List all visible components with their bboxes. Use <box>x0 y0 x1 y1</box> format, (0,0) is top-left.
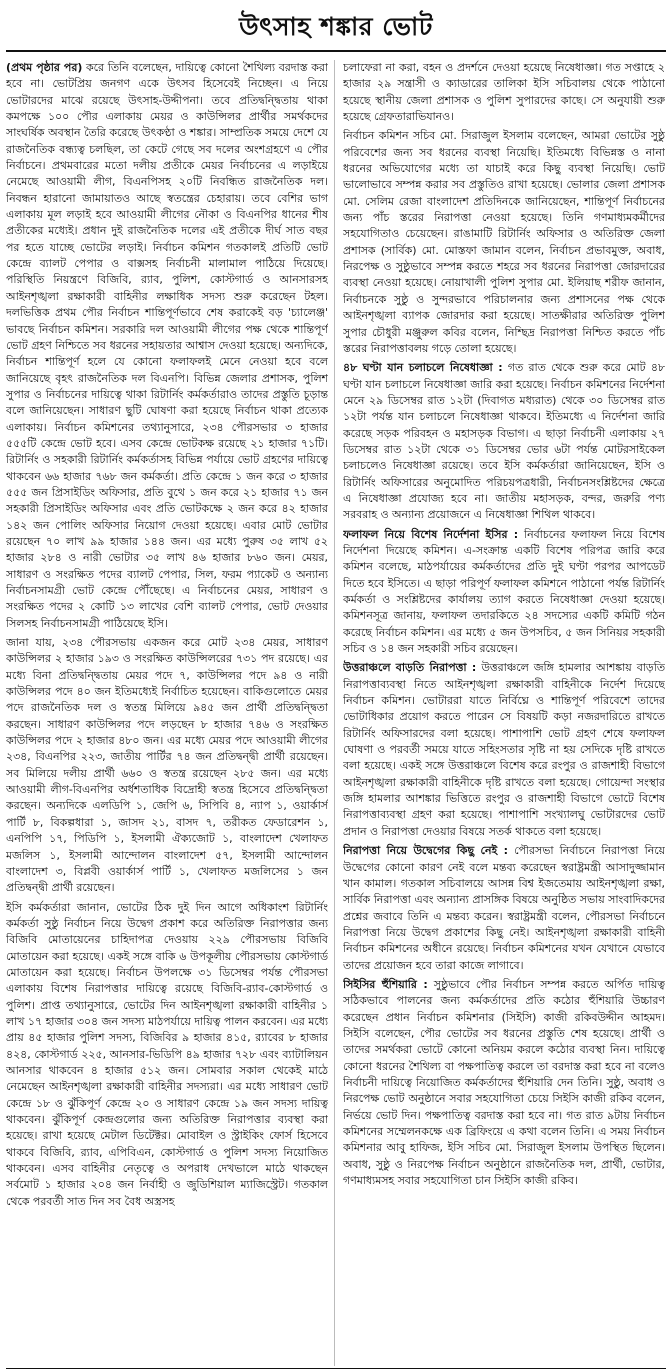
column-divider <box>334 60 335 1366</box>
subheading-no-concern: নিরাপত্তা নিয়ে উদ্বেগের কিছু নেই : <box>343 844 508 858</box>
paragraph <box>343 977 665 1189</box>
paragraph <box>343 843 665 974</box>
paragraph-text: গত রাত থেকে শুরু করে মোট ৪৮ ঘণ্টা যান চলাচলে নিষেধাজ্ঞা জারি করা হয়েছে। নির্বাচন কমিশনের নির্দেশনা মেনে ২৯ ডিসেম্বর রাত ১২টা (দিবাগত মধ্যরাত) থেকে ৩০ ডিসেম্বর রাত ১২টা পর্যন্ত যান চলাচলে নিষেধাজ্ঞা থাকবে। ইতিমধ্যে এ নির্দেশনা জারি করেছে সড়ক পরিবহন ও মহাসড়ক বিভাগ। এ ছাড়া নির্বাচনী এলাকায় ২৭ ডিসেম্বর রাত ১২টা থেকে ৩১ ডিসেম্বর ভোর ৬টা পর্যন্ত মোটরসাইকেল চলাচলেও নিষেধাজ্ঞা রয়েছে। তবে ইসি কর্মকর্তারা জানিয়েছেন, ইসি ও রিটার্নিং অফিসারের অনুমোদিত পরিচয়পত্রধারী, নির্বাচনসংশ্লিষ্টদের ক্ষেত্রে এ নিষেধাজ্ঞা প্রযোজ্য হবে না। জাতীয় মহাসড়ক, বন্দর, জরুরি পণ্য সরবরাহ ও অন্যান্য প্রয়োজনে এ নিষেধাজ্ঞা শিথিল থাকবে। <box>343 361 665 522</box>
right-column <box>343 60 665 1366</box>
paragraph <box>343 360 665 523</box>
paragraph-text: ইসি কর্মকর্তারা জানান, ভোটের ঠিক দুই দিন আগে অধিকাংশ রিটার্নিং কর্মকর্তা সুষ্ঠু নির্বাচন নিয়ে উদ্বেগ প্রকাশ করে অতিরিক্ত নিরাপত্তার জন্য বিজিবি মোতায়েনের চাহিদাপত্র দেওয়ায় ২২৯ পৌরসভায় বিজিবি মোতায়েন করা হয়েছে। একই সঙ্গে বাকি ৬ উপকূলীয় পৌরসভায় কোস্টগার্ড মোতায়েন করা হয়েছে। নির্বাচন উপলক্ষে ৩১ ডিসেম্বর পর্যন্ত পৌরসভা এলাকায় বিশেষ নিরাপত্তার দায়িত্বে রয়েছে বিজিবি-র‍্যাব-কোস্টগার্ড ও পুলিশ। প্রাপ্ত তথ্যানুসারে, ভোটের দিন আইনশৃঙ্খলা রক্ষাকারী বাহিনীর ১ লাখ ১৭ হাজার ৩০৪ জন সদস্য মাঠপর্যায়ে দায়িত্ব পালন করবেন। এর মধ্যে প্রায় ৪৫ হাজার পুলিশ সদস্য, বিজিবির ৯ হাজার ৪১৫, র‍্যাবের ৮ হাজার ৪২৪, কোস্টগার্ড ২২৫, আনসার-ভিডিপি ৪৯ হাজার ৭২৮ এবং ব্যাটালিয়ন আনসার থাকবেন ৪ হাজার ৫১২ জন। সোমবার সকাল থেকেই মাঠে নেমেছেন আইনশৃঙ্খলা রক্ষাকারী বাহিনীর সদস্যরা। এর মধ্যে সাধারণ ভোট কেন্দ্রে ১৮ ও ঝুঁকিপূর্ণ কেন্দ্রে ২০ ও সাধারণ কেন্দ্রে ১৯ জন সদস্য দায়িত্ব থাকবেন। ঝুঁকিপূর্ণ কেন্দ্রগুলোর জন্য অতিরিক্ত নিরাপত্তার ব্যবস্থা করা হয়েছে। রাখা হয়েছে মেটাল ডিটেক্টর। মোবাইল ও স্ট্রাইকিং ফোর্স হিসেবে থাকবে বিজিবি, র‍্যাব, এপিবিএন, কোস্টগার্ড ও পুলিশ সদস্য নিয়োজিত থাকবেন। এসব বাহিনীর নেতৃত্বে ও অপরাধ দেখভালে মাঠে থাকছেন সর্বমোট ১ হাজার ২০৪ জন নির্বাহী ও জুডিশিয়াল ম্যাজিস্ট্রেট। গতকাল থেকে পরবর্তী সাত দিন সব বৈধ অস্ত্রসহ <box>6 900 328 1208</box>
paragraph <box>343 527 665 658</box>
left-column <box>6 60 328 1366</box>
paragraph <box>6 900 328 1211</box>
paragraph <box>343 660 665 840</box>
subheading-vehicle-ban: ৪৮ ঘণ্টা যান চলাচলে নিষেধাজ্ঞা : <box>343 361 503 375</box>
subheading-north-security: উত্তরাঞ্চলে বাড়তি নিরাপত্তা : <box>343 661 477 675</box>
paragraph-text: সুষ্ঠুভাবে পৌর নির্বাচন সম্পন্ন করতে অর্পিত দায়িত্ব সঠিকভাবে পালনের জন্য কর্মকর্তাদের প্রতি কঠোর হুঁশিয়ারি উচ্চারণ করেছেন প্রধান নির্বাচন কমিশনার (সিইসি) কাজী রকিবউদ্দীন আহমদ। সিইসি বলেছেন, পৌর ভোটের সব ধরনের প্রস্তুতি শেষ হয়েছে। প্রার্থী ও তাদের সমর্থকরা ভোটে কোনো অনিয়ম করলে কঠোর ব্যবস্থা নিন। দায়িত্বে কোনো ধরনের শৈথিল্য বা পক্ষপাতিত্ব করলে তা বরদাস্ত করা হবে না বলেও নির্বাচনী দায়িত্বে নিয়োজিত কর্মকর্তাদের হুঁশিয়ারি দেন তিনি। সুষ্ঠু, অবাধ ও নিরপেক্ষ ভোট অনুষ্ঠানে সবার সহযোগিতা চেয়ে সিইসি কাজী রকিব বলেন, নির্ভয়ে ভোট দিন। পক্ষপাতিত্ব বরদাস্ত করা হবে না। গত রাত ৯টায় নির্বাচন কমিশনের সম্মেলনকক্ষে এক ব্রিফিংয়ে এ কথা বলেন তিনি। এ সময় নির্বাচন কমিশনার আবু হাফিজ, ইসি সচিব মো. সিরাজুল ইসলাম উপস্থিত ছিলেন। অবাধ, সুষ্ঠু ও নিরপেক্ষ নির্বাচন অনুষ্ঠানে রাজনৈতিক দল, প্রার্থী, ভোটার, গণমাধ্যমসহ সবার সহযোগিতা চান সিইসি কাজী রকিব। <box>343 977 665 1188</box>
paragraph-text: জানা যায়, ২৩৪ পৌরসভায় একজন করে মোট ২৩৪ মেয়র, সাধারণ কাউন্সিলর ২ হাজার ১৯৩ ও সংরক্ষিত কাউন্সিলরের ৭৩১ পদ রয়েছে। এর মধ্যে বিনা প্রতিদ্বন্দ্বিতায় মেয়র পদে ৭, কাউন্সিলর পদে ৯৪ ও নারী কাউন্সিলর পদে ৪০ জন ইতিমধ্যেই নির্বাচিত হয়েছেন। বাকিগুলোতে মেয়র পদে রাজনৈতিক দল ও স্বতন্ত্র মিলিয়ে ৯৪৫ জন প্রার্থী প্রতিদ্বন্দ্বিতা করছেন। সাধারণ কাউন্সিলর পদে লড়ছেন ৮ হাজার ৭৪৬ ও সংরক্ষিত কাউন্সিলর পদে ২ হাজার ৪৮০ জন। এর মধ্যে মেয়র পদে আওয়ামী লীগের ২৩৪, বিএনপির ২২৩, জাতীয় পার্টির ৭৪ জন প্রতিদ্বন্দ্বী প্রার্থী রয়েছেন। সব মিলিয়ে দলীয় প্রার্থী ৬৬০ ও স্বতন্ত্র রয়েছেন ২৮৫ জন। এর মধ্যে আওয়ামী লীগ-বিএনপির অর্ধশতাধিক বিদ্রোহী স্বতন্ত্র হিসেবে প্রতিদ্বন্দ্বিতা করছেন। অন্যদিকে এলডিপি ১, জেপি ৬, সিপিবি ৪, ন্যাপ ১, ওয়ার্কার্স পার্টি ৮, বিকল্পধারা ১, জাসদ ২১, বাসদ ৭, তরীকত ফেডারেশন ১, এনপিপি ১৭, পিডিপি ১, ইসলামী ঐক্যজোট ১, বাংলাদেশ খেলাফত মজলিস ১, ইসলামী আন্দোলন বাংলাদেশ ৫৭, ইসলামী আন্দোলন বাংলাদেশ ৩, বিপ্লবী ওয়ার্কার্স পার্টি ১, খেলাফত মজলিসের ১ জন প্রতিদ্বন্দ্বী প্রার্থী রয়েছেন। <box>6 636 328 895</box>
subheading-result-directive: ফলাফল নিয়ে বিশেষ নির্দেশনা ইসির : <box>343 527 519 541</box>
subheading-cec-warning: সিইসির হুঁশিয়ারি : <box>343 977 428 991</box>
paragraph-text: উত্তরাঞ্চলে জঙ্গি হামলার আশঙ্কায় বাড়তি নিরাপত্তাব্যবস্থা নিতে আইনশৃঙ্খলা রক্ষাকারী বাহিনীকে নির্দেশ দিয়েছে নির্বাচন কমিশন। ভোটাররা যাতে নির্বিঘ্নে ও শান্তিপূর্ণ পরিবেশে তাদের ভোটাধিকার প্রয়োগ করতে পারেন সে বিষয়টি কড়া নজরদারিতে রাখতে রিটার্নিং অফিসারদের বলা হয়েছে। পাশাপাশি ভোট গ্রহণ শেষে ফলাফল ঘোষণা ও পরবর্তী সময়ে যাতে সহিংসতার সৃষ্টি না হয় সেদিকে দৃষ্টি রাখতে বলা হয়েছে। একই সঙ্গে উত্তরাঞ্চলে বিশেষ করে রংপুর ও রাজশাহী বিভাগে আইনশৃঙ্খলা রক্ষাকারী বাহিনীকে দৃষ্টি রাখতে বলা হয়েছে। গোয়েন্দা সংস্থার জঙ্গি হামলার আশঙ্কার ভিত্তিতে রংপুর ও রাজশাহী বিভাগে ভোটে বিশেষ নিরাপত্তাব্যবস্থা গ্রহণ করা হয়েছে। পাশাপাশি সংখ্যালঘু ভোটারদের ভোট প্রদান ও নিরাপত্তা দেওয়ার বিষয়ে সতর্ক থাকতে বলা হয়েছে। <box>343 661 665 838</box>
paragraph-lead: (প্রথম পৃষ্ঠার পর) <box>6 61 83 74</box>
article-headline: উৎসাহ শঙ্কার ভোট <box>239 12 433 41</box>
paragraph-text: চলাফেরা না করা, বহন ও প্রদর্শনে দেওয়া হয়েছে নিষেধাজ্ঞা। গত সপ্তাহে ২ হাজার ২৯ সন্ত্রাসী ও ক্যাডারের তালিকা ইসি সচিবালয় থেকে পাঠানো হয়েছে স্থানীয় জেলা প্রশাসক ও পুলিশ সুপারদের কাছে। সে অনুযায়ী শুরু হয়েছে গ্রেফতারাভিযানও। <box>343 61 665 124</box>
paragraph-text: করে তিনি বলেছেন, দায়িত্বে কোনো শৈথিল্য বরদাস্ত করা হবে না। ভোটপ্রিয় জনগণ একে উৎসব হিসেবেই নিচ্ছেন। এ নিয়ে ভোটারদের মাঝে রয়েছে উৎসাহ-উদ্দীপনা। তবে প্রতিদ্বন্দ্বিতায় থাকা কমপক্ষে ১০০ পৌর এলাকায় মেয়র ও কাউন্সিলর প্রার্থীর সমর্থকদের সাংঘর্ষিক অবস্থান তৈরি করেছে উৎকণ্ঠা ও শঙ্কার। সাম্প্রতিক সময়ে দেশে যে রাজনৈতিক বন্ধ্যত্ব চলছিল, তা কেটে গেছে সব দলের অংশগ্রহণে এ পৌর নির্বাচনে। প্রথমবারের মতো দলীয় প্রতীকে মেয়র নির্বাচনের এ লড়াইয়ে নেমেছে আওয়ামী লীগ, বিএনপিসহ ২০টি নিবন্ধিত রাজনৈতিক দল। নিবন্ধন হারানো জামায়াতও আছে স্বতন্ত্রের চেহারায়। তবে বেশির ভাগ এলাকায় মূল লড়াই হবে আওয়ামী লীগের নৌকা ও বিএনপির ধানের শীষ প্রতীকের মধ্যেই। প্রধান দুই রাজনৈতিক দলের এই প্রতীকে দীর্ঘ সাত বছর পর হতে যাচ্ছে ভোটের লড়াই। নির্বাচন কমিশন গতকালই প্রতিটি ভোট কেন্দ্রে ব্যালট পেপার ও বাক্সসহ নির্বাচনী মালামাল পাঠিয়ে দিয়েছে। পরিস্থিতি নিয়ন্ত্রণে বিজিবি, র‍্যাব, পুলিশ, কোস্টগার্ড ও আনসারসহ আইনশৃঙ্খলা রক্ষাকারী বাহিনীর লক্ষাধিক সদস্য শুরু করেছেন টহল। দলভিত্তিক প্রথম পৌর নির্বাচন শান্তিপূর্ণভাবে শেষ করাকেই বড় 'চ্যালেঞ্জ' ভাবছে নির্বাচন কমিশন। সরকারি দল আওয়ামী লীগের পক্ষ থেকে শান্তিপূর্ণ ভোট গ্রহণ নিশ্চিতে সব ধরনের সহায়তার আশ্বাস দেওয়া হয়েছে। অন্যদিকে, নির্বাচন শান্তিপূর্ণ হলে যে কোনো ফলাফলই মেনে নেওয়া হবে বলে জানিয়েছে বৃহৎ রাজনৈতিক দল বিএনপি। বিভিন্ন জেলার প্রশাসক, পুলিশ সুপার ও নির্বাচনের দায়িত্বে থাকা রিটার্নিং কর্মকর্তারাও তাদের প্রস্তুতি চূড়ান্ত বলে জানিয়েছেন। সাধারণ ছুটি ঘোষণা করা হয়েছে নির্বাচন থাকা প্রত্যেক এলাকায়। নির্বাচন কমিশনের তথ্যানুসারে, ২৩৪ পৌরসভার ৩ হাজার ৫৫৫টি কেন্দ্রে ভোট হবে। এসব কেন্দ্রে ভোটকক্ষ রয়েছে ২১ হাজার ৭১টি। রিটার্নিং ও সহকারী রিটার্নিং কর্মকর্তাসহ বিভিন্ন পর্যায়ে ভোট গ্রহণের দায়িত্বে থাকবেন ৬৬ হাজার ৭৬৮ জন কর্মকর্তা। প্রতি কেন্দ্রে ১ জন করে ৩ হাজার ৫৫৫ জন প্রিসাইডিং অফিসার, প্রতি বুথে ১ জন করে ২১ হাজার ৭১ জন সহকারী প্রিসাইডিং অফিসার এবং প্রতি ভোটকক্ষে ২ জন করে ৪২ হাজার ১৪২ জন পোলিং অফিসার নিয়োগ দেওয়া হয়েছে। এবার মোট ভোটার রয়েছেন ৭০ লাখ ৯৯ হাজার ১৪৪ জন। এর মধ্যে পুরুষ ৩৫ লাখ ৫২ হাজার ২৮৪ ও নারী ভোটার ৩৫ লাখ ৪৬ হাজার ৮৬০ জন। মেয়র, সাধারণ ও সংরক্ষিত পদের ব্যালট পেপার, সিল, ফরম প্যাকেট ও অন্যান্য নির্বাচনসামগ্রী ভোট কেন্দ্রে পৌঁছেছে। এ নির্বাচনের মেয়র, সাধারণ ও সংরক্ষিত পদের ২ কোটি ১৩ লাখের বেশি ব্যালট পেপার, ভোট দেওয়ার সিলসহ নির্বাচনসামগ্রী পাঠিয়েছে ইসি। <box>6 61 328 630</box>
paragraph <box>6 60 328 632</box>
headline-rule <box>6 50 666 52</box>
paragraph <box>6 635 328 897</box>
paragraph <box>343 128 665 357</box>
paragraph-text: পৌরসভা নির্বাচনে নিরাপত্তা নিয়ে উদ্বেগের কোনো কারণ নেই বলে মন্তব্য করেছেন স্বরাষ্ট্রমন্ত্রী আসাদুজ্জামান খান কামাল। গতকাল সচিবালয়ে আসন্ন বিশ্ব ইজতেমায় আইনশৃঙ্খলা রক্ষা, সার্বিক নিরাপত্তা এবং অন্যান্য প্রাসঙ্গিক বিষয়ে অনুষ্ঠিত সভায় সাংবাদিকদের প্রশ্নের জবাবে তিনি এ মন্তব্য করেন। স্বরাষ্ট্রমন্ত্রী বলেন, পৌরসভা নির্বাচনে নিরাপত্তা নিয়ে উদ্বেগ প্রকাশের কিছু নেই। আইনশৃঙ্খলা রক্ষাকারী বাহিনী নির্বাচন কমিশনের অধীনে রয়েছে। নির্বাচন কমিশনের যখন যেখানে যেভাবে তাদের প্রয়োজন হবে তারা কাজে লাগাবে। <box>343 844 665 972</box>
paragraph-text: নির্বাচন কমিশন সচিব মো. সিরাজুল ইসলাম বলেছেন, আমরা ভোটের সুষ্ঠু পরিবেশের জন্য সব ধরনের ব্যবস্থা নিয়েছি। ইতিমধ্যে বিভিন্নস্ত ও নানা ধরনের অভিযোগের মধ্যে তা যাচাই করে কিছু ব্যবস্থা নিয়েছি। ভোট ভালোভাবে সম্পন্ন করার সব প্রস্তুতিও রাখা হয়েছে। ভোলার জেলা প্রশাসক মো. সেলিম রেজা বাংলাদেশ প্রতিদিনকে জানিয়েছেন, শান্তিপূর্ণ নির্বাচনের জন্য পাঁচ স্তরের নিরাপত্তা নেওয়া হয়েছে। তিনি গণমাধ্যমকর্মীদের সহযোগিতাও চেয়েছেন। রাঙামাটি রিটার্নিং অফিসার ও অতিরিক্ত জেলা প্রশাসক (সার্বিক) মো. মোস্তফা জামান বলেন, নির্বাচন প্রভাবমুক্ত, অবাধ, নিরপেক্ষ ও সুষ্ঠুভাবে সম্পন্ন করতে শহরে সব ধরনের নিরাপত্তা জোরদারের ব্যবস্থা নেওয়া হয়েছে। নোয়াখালী পুলিশ সুপার মো. ইলিয়াছ শরীফ জানান, নির্বাচনকে সুষ্ঠু ও সুন্দরভাবে পরিচালনার জন্য প্রশাসনের পক্ষ থেকে আইনশৃঙ্খলা ব্যাপক জোরদার করা হয়েছে। সাতক্ষীরার অতিরিক্ত পুলিশ সুপার চৌধুরী মঞ্জুরুল কবির বলেন, নিশ্ছিদ্র নিরাপত্তা নিশ্চিত করতে পাঁচ স্তরের নিরাপত্তাবলয় গড়ে তোলা হয়েছে। <box>343 129 665 355</box>
paragraph <box>343 60 665 125</box>
bottom-rule <box>6 1368 666 1369</box>
paragraph-text: নির্বাচনের ফলাফল নিয়ে বিশেষ নির্দেশনা দিয়েছে কমিশন। এ-সংক্রান্ত একটি বিশেষ পরিপত্র জারি করে কমিশন বলেছে, মাঠপর্যায়ের কর্মকর্তাদের প্রতি দুই ঘণ্টা পরপর আপডেট দিতে হবে ইসিতে। এ ছাড়া পরিপূর্ণ ফলাফল কমিশনে পাঠানো পর্যন্ত রিটার্নিং কর্মকর্তা ও সংশ্লিষ্টদের কার্যালয় ত্যাগ করতে নিষেধাজ্ঞা দেওয়া হয়েছে। কমিশনসূত্র জানায়, ফলাফল তদারকিতে ২৪ সদস্যের একটি কমিটি গঠন করেছে নির্বাচন কমিশন। এর মধ্যে ৫ জন উপসচিব, ৫ জন সিনিয়র সহকারী সচিব ও ১৪ জন সহকারী সচিব রয়েছেন। <box>343 527 665 656</box>
